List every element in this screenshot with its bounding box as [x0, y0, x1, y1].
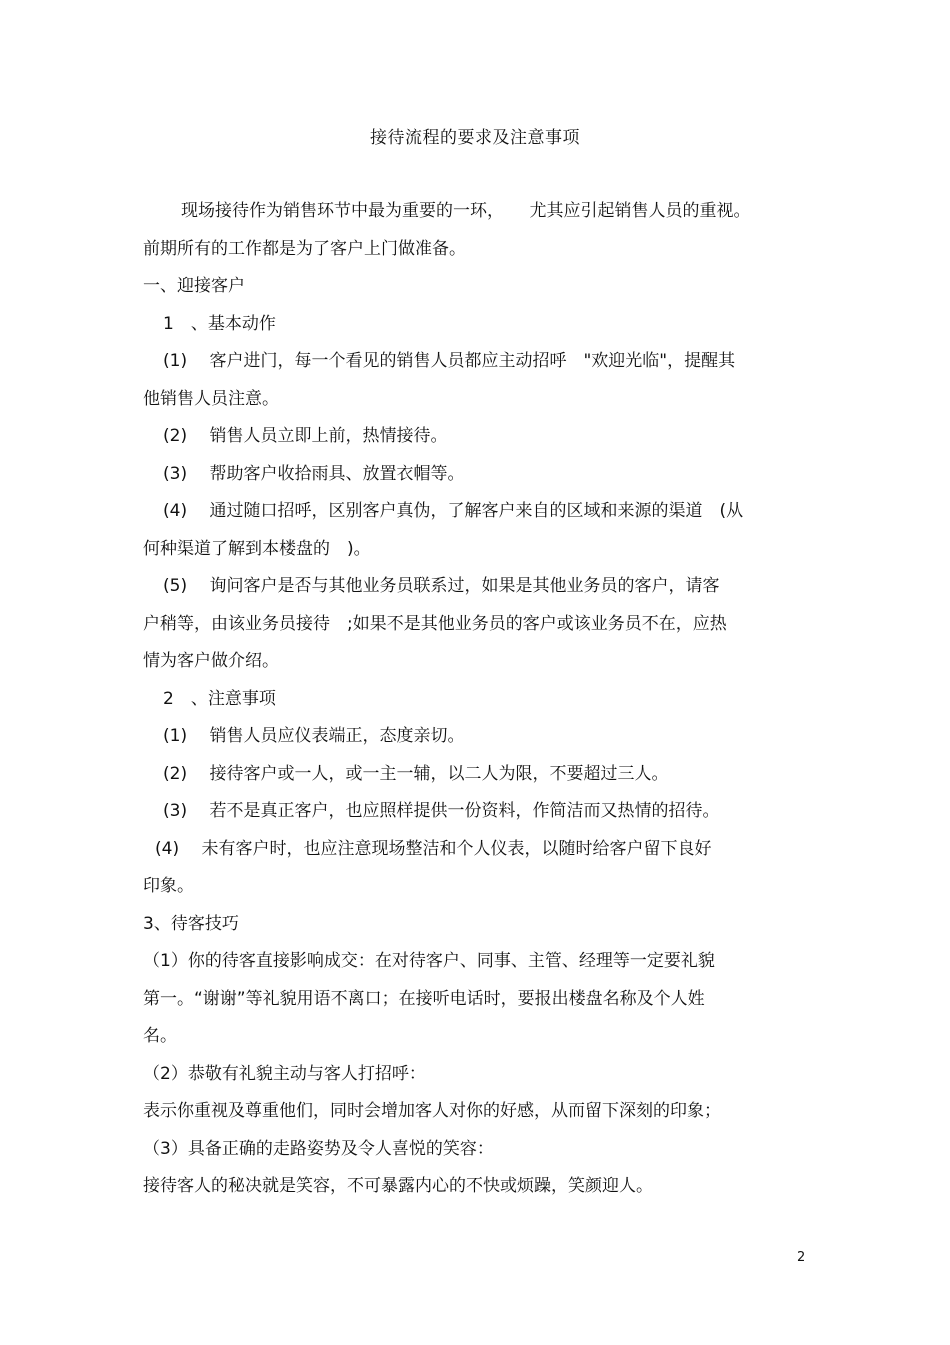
notes-item-1: (1) 销售人员应仪表端正，态度亲切。 — [163, 726, 465, 746]
skills-item-2-body: 表示你重视及尊重他们，同时会增加客人对你的好感，从而留下深刻的印象； — [143, 1101, 721, 1121]
list-item-4-line-1: (4) 通过随口招呼，区别客户真伪，了解客户来自的区域和来源的渠道 (从 — [163, 501, 744, 521]
list-item-1-line-2: 他销售人员注意。 — [143, 389, 279, 409]
skills-item-2-heading: （2）恭敬有礼貌主动与客人打招呼： — [143, 1064, 426, 1084]
section-heading-welcome: 一、迎接客户 — [143, 276, 245, 296]
list-item-4-line-2: 何种渠道了解到本楼盘的 )。 — [143, 539, 371, 559]
paragraph-line-intro-1: 现场接待作为销售环节中最为重要的一环， 尤其应引起销售人员的重视。 — [181, 201, 751, 221]
list-item-5-line-2: 户稍等，由该业务员接待 ;如果不是其他业务员的客户或该业务员不在，应热 — [143, 614, 727, 634]
subsection-heading-skills: 3、待客技巧 — [143, 914, 239, 934]
list-item-1-line-1: (1) 客户进门，每一个看见的销售人员都应主动招呼 "欢迎光临"，提醒其 — [163, 351, 736, 371]
document-title: 接待流程的要求及注意事项 — [370, 128, 580, 148]
notes-item-4-line-2: 印象。 — [143, 876, 194, 896]
list-item-5-line-3: 情为客户做介绍。 — [143, 651, 279, 671]
skills-item-3-heading: （3）具备正确的走路姿势及令人喜悦的笑容： — [143, 1139, 494, 1159]
notes-item-2: (2) 接待客户或一人，或一主一辅，以二人为限，不要超过三人。 — [163, 764, 669, 784]
notes-item-3: (3) 若不是真正客户，也应照样提供一份资料，作简洁而又热情的招待。 — [163, 801, 720, 821]
skills-item-1-line-3: 名。 — [143, 1026, 177, 1046]
skills-item-1-line-2: 第一。“谢谢”等礼貌用语不离口；在接听电话时，要报出楼盘名称及个人姓 — [143, 989, 705, 1009]
skills-item-1-line-1: （1）你的待客直接影响成交：在对待客户、同事、主管、经理等一定要礼貌 — [143, 951, 715, 971]
skills-item-3-body: 接待客人的秘决就是笑容，不可暴露内心的不快或烦躁，笑颜迎人。 — [143, 1176, 653, 1196]
notes-item-4-line-1: (4) 未有客户时，也应注意现场整洁和个人仪表，以随时给客户留下良好 — [155, 839, 712, 859]
list-item-3: (3) 帮助客户收拾雨具、放置衣帽等。 — [163, 464, 465, 484]
subsection-heading-basic-actions: 1 、基本动作 — [163, 314, 276, 334]
page-number: 2 — [797, 1250, 806, 1265]
list-item-2: (2) 销售人员立即上前，热情接待。 — [163, 426, 448, 446]
list-item-5-line-1: (5) 询问客户是否与其他业务员联系过，如果是其他业务员的客户，请客 — [163, 576, 720, 596]
paragraph-line-intro-2: 前期所有的工作都是为了客户上门做准备。 — [143, 239, 466, 259]
subsection-heading-notes: 2 、注意事项 — [163, 689, 276, 709]
